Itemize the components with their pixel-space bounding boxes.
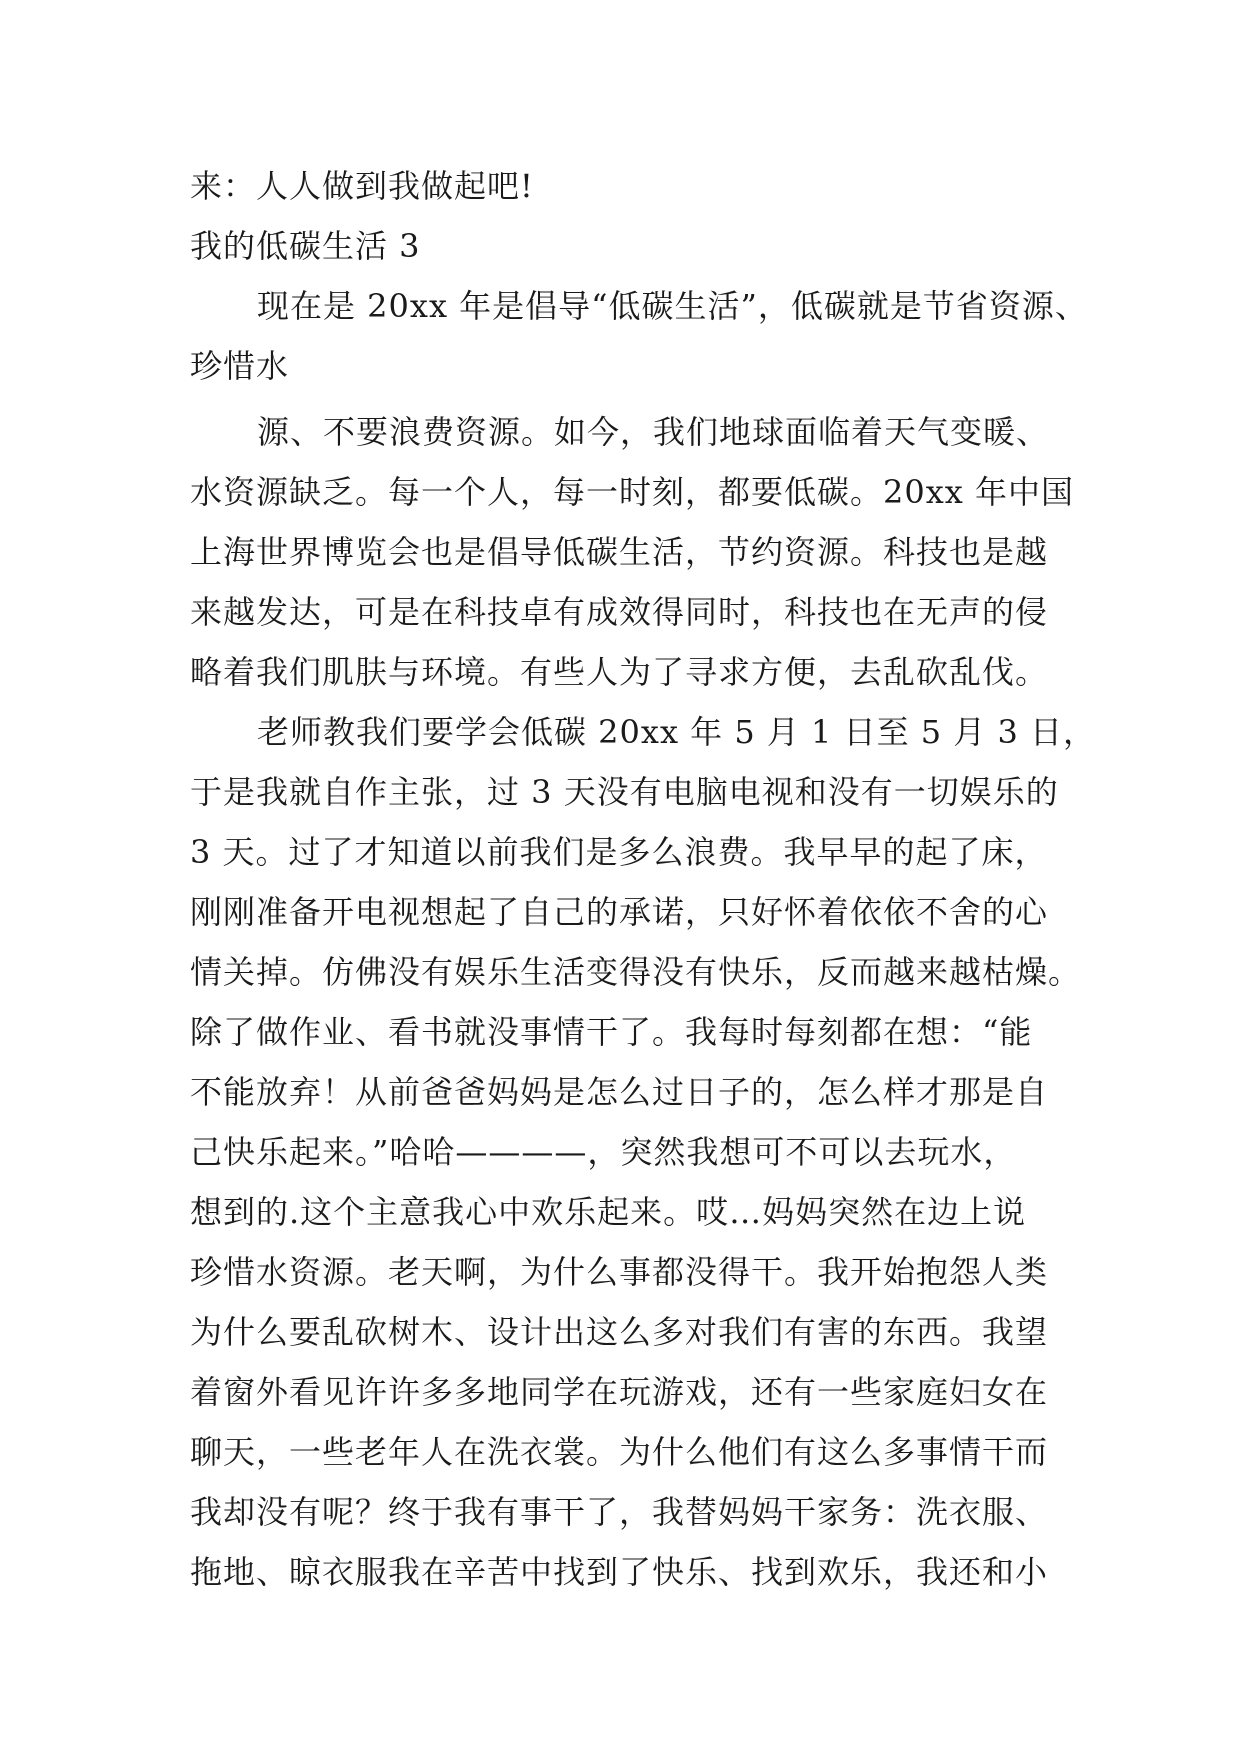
- text-line: 来越发达，可是在科技卓有成效得同时，科技也在无声的侵: [190, 593, 1049, 631]
- text-line: 珍惜水资源。老天啊，为什么事都没得干。我开始抱怨人类: [190, 1253, 1049, 1291]
- text-line: 着窗外看见许许多多地同学在玩游戏，还有一些家庭妇女在: [190, 1373, 1049, 1411]
- text-line: 水资源缺乏。每一个人，每一时刻，都要低碳。20xx 年中国: [190, 473, 1074, 511]
- text-line: 拖地、晾衣服我在辛苦中找到了快乐、找到欢乐，我还和小: [190, 1553, 1049, 1591]
- text-line: 现在是 20xx 年是倡导“低碳生活”，低碳就是节省资源、: [257, 287, 1088, 325]
- text-line: 为什么要乱砍树木、设计出这么多对我们有害的东西。我望: [190, 1313, 1049, 1351]
- text-line: 己快乐起来。”哈哈————，突然我想可不可以去玩水，: [190, 1133, 1017, 1171]
- text-line: 于是我就自作主张，过 3 天没有电脑电视和没有一切娱乐的: [190, 773, 1059, 811]
- text-line: 聊天，一些老年人在洗衣裳。为什么他们有这么多事情干而: [190, 1433, 1049, 1471]
- text-line: 不能放弃！从前爸爸妈妈是怎么过日子的，怎么样才那是自: [190, 1073, 1049, 1111]
- text-line: 上海世界博览会也是倡导低碳生活，节约资源。科技也是越: [190, 533, 1049, 571]
- text-line: 我却没有呢？终于我有事干了，我替妈妈干家务：洗衣服、: [190, 1493, 1049, 1531]
- text-line: 3 天。过了才知道以前我们是多么浪费。我早早的起了床，: [190, 833, 1048, 871]
- text-line: 刚刚准备开电视想起了自己的承诺，只好怀着依依不舍的心: [190, 893, 1049, 931]
- text-line: 源、不要浪费资源。如今，我们地球面临着天气变暖、: [257, 413, 1050, 451]
- text-line: 除了做作业、看书就没事情干了。我每时每刻都在想：“能: [190, 1013, 1033, 1051]
- text-line: 老师教我们要学会低碳 20xx 年 5 月 1 日至 5 月 3 日，: [257, 713, 1096, 751]
- text-line: 来：人人做到我做起吧!: [190, 167, 534, 205]
- text-line: 想到的.这个主意我心中欢乐起来。哎…妈妈突然在边上说: [190, 1193, 1027, 1231]
- section-title: 我的低碳生活 3: [190, 227, 421, 265]
- text-line: 略着我们肌肤与环境。有些人为了寻求方便，去乱砍乱伐。: [190, 653, 1049, 691]
- text-line: 珍惜水: [190, 347, 290, 385]
- text-line: 情关掉。仿佛没有娱乐生活变得没有快乐，反而越来越枯燥。: [190, 953, 1082, 991]
